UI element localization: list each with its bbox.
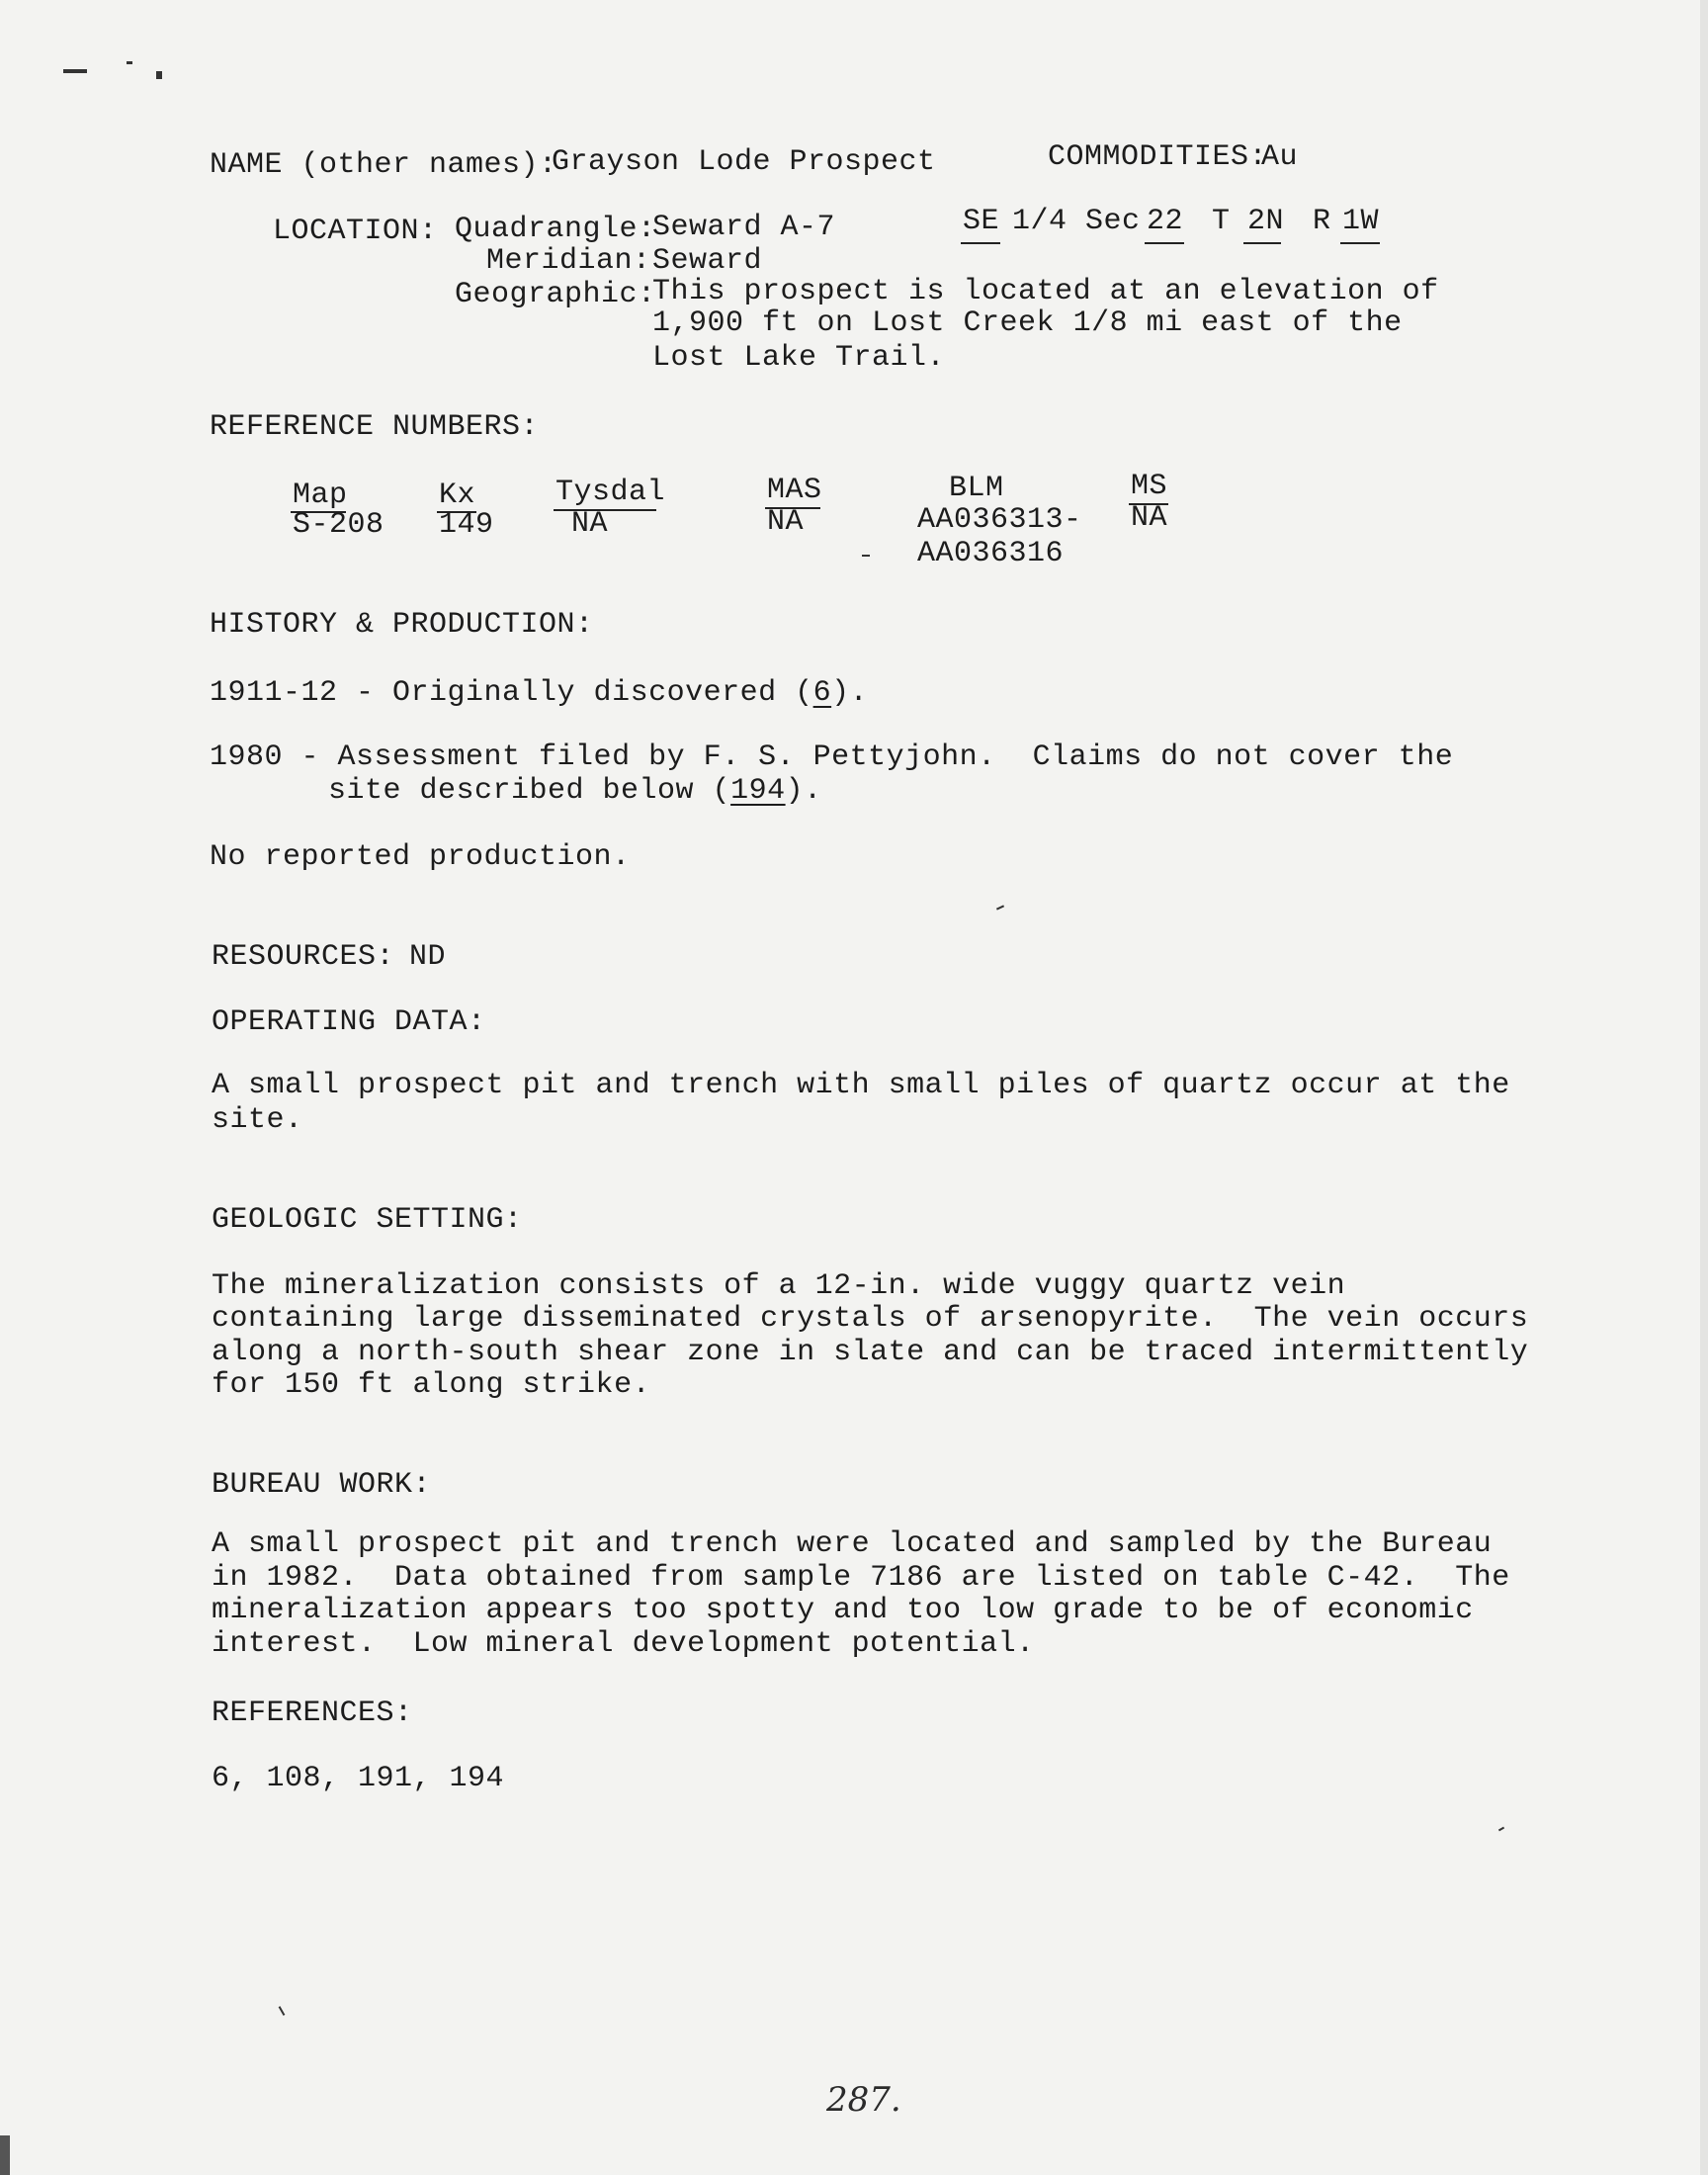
scan-speck xyxy=(0,2135,10,2175)
scan-speck xyxy=(63,69,87,73)
ref-ms-header: MS xyxy=(1131,470,1168,503)
quadrangle-label: Quadrangle: xyxy=(455,213,656,246)
scan-speck xyxy=(1498,1827,1504,1832)
bureau-work-line: mineralization appears too spotty and too low grade to be of economic xyxy=(212,1594,1474,1627)
history-entry-2-prefix: site described below ( xyxy=(328,774,731,808)
bureau-work-line: interest. Low mineral development potential. xyxy=(212,1627,1035,1661)
scan-speck xyxy=(862,555,870,557)
page-number: 287. xyxy=(826,2080,901,2120)
production-statement: No reported production. xyxy=(210,840,631,874)
ref-blm-value: AA036313- xyxy=(917,503,1082,537)
geographic-label: Geographic: xyxy=(455,278,656,311)
ref-kx-value: 149 xyxy=(439,508,494,542)
quarter-suffix: 1/4 Sec xyxy=(1012,205,1141,238)
geologic-setting-line: containing large disseminated crystals of arsenopyrite. The vein occurs xyxy=(212,1302,1529,1336)
ref-blm-value-2: AA036316 xyxy=(917,537,1065,570)
ref-tysdal-value: NA xyxy=(571,507,609,541)
operating-data-heading: OPERATING DATA: xyxy=(212,1005,486,1039)
township-underline xyxy=(1243,242,1281,244)
history-entry-2-suffix: ). xyxy=(785,774,822,808)
commodities-label: COMMODITIES: xyxy=(1048,140,1268,174)
ref-tysdal-header: Tysdal xyxy=(555,476,666,509)
range-label: R xyxy=(1313,205,1331,238)
history-entry-1 xyxy=(210,676,868,710)
history-entry-1-prefix: 1911-12 - Originally discovered ( xyxy=(210,676,813,710)
history-entry-2-line-2 xyxy=(328,774,822,808)
history-entry-2-ref: 194 xyxy=(730,774,786,808)
operating-data-line: A small prospect pit and trench with small piles of quartz occur at the xyxy=(212,1069,1510,1102)
quadrangle-value: Seward A-7 xyxy=(652,211,836,244)
bureau-work-line: A small prospect pit and trench were located and sampled by the Bureau xyxy=(212,1527,1493,1561)
name-label: NAME (other names): xyxy=(210,148,557,182)
history-heading: HISTORY & PRODUCTION: xyxy=(210,608,594,642)
range-value: 1W xyxy=(1342,205,1380,238)
resources-value: ND xyxy=(409,940,447,974)
history-entry-1-ref: 6 xyxy=(812,676,832,710)
geologic-setting-line: The mineralization consists of a 12-in. wide vuggy quartz vein xyxy=(212,1269,1346,1303)
township-value: 2N xyxy=(1247,205,1285,238)
quarter-underline xyxy=(961,242,1000,244)
location-label: LOCATION: xyxy=(273,215,438,248)
meridian-label: Meridian: xyxy=(486,244,651,278)
geologic-setting-line: for 150 ft along strike. xyxy=(212,1368,651,1402)
section-value: 22 xyxy=(1147,205,1184,238)
geographic-line: This prospect is located at an elevation of xyxy=(652,275,1439,308)
history-entry-2-line-1: 1980 - Assessment filed by F. S. Pettyjohn. Claims do not cover the xyxy=(210,740,1454,774)
page-edge xyxy=(1700,0,1708,2175)
geographic-line: Lost Lake Trail. xyxy=(652,341,946,375)
ref-blm-header: BLM xyxy=(949,472,1004,505)
meridian-value: Seward xyxy=(652,244,763,278)
section-underline xyxy=(1145,242,1184,244)
reference-numbers-heading: REFERENCE NUMBERS: xyxy=(210,410,540,444)
range-underline xyxy=(1340,242,1380,244)
name-value: Grayson Lode Prospect xyxy=(552,145,936,179)
ref-mas-header: MAS xyxy=(767,474,822,507)
history-entry-1-suffix: ). xyxy=(831,676,869,710)
scan-speck xyxy=(127,61,132,64)
resources-label: RESOURCES: xyxy=(212,940,395,974)
ref-map-header: Map xyxy=(293,478,348,512)
scan-speck xyxy=(156,71,162,79)
township-label: T xyxy=(1212,205,1231,238)
scan-speck xyxy=(996,905,1004,910)
ref-map-value: S-208 xyxy=(293,508,384,542)
scan-speck xyxy=(279,2006,286,2016)
references-heading: REFERENCES: xyxy=(212,1696,413,1730)
bureau-work-heading: BUREAU WORK: xyxy=(212,1468,432,1502)
bureau-work-line: in 1982. Data obtained from sample 7186 are listed on table C-42. The xyxy=(212,1561,1510,1595)
references-value: 6, 108, 191, 194 xyxy=(212,1762,505,1795)
ref-ms-value: NA xyxy=(1131,501,1168,535)
ref-mas-value: NA xyxy=(767,505,805,539)
commodities-value: Au xyxy=(1261,140,1299,174)
geologic-setting-heading: GEOLOGIC SETTING: xyxy=(212,1203,523,1237)
quarter-value: SE xyxy=(963,205,1000,238)
geologic-setting-line: along a north-south shear zone in slate and can be traced intermittently xyxy=(212,1336,1529,1369)
ref-kx-header: Kx xyxy=(439,478,476,512)
geographic-line: 1,900 ft on Lost Creek 1/8 mi east of the xyxy=(652,306,1403,340)
operating-data-line: site. xyxy=(212,1103,303,1137)
